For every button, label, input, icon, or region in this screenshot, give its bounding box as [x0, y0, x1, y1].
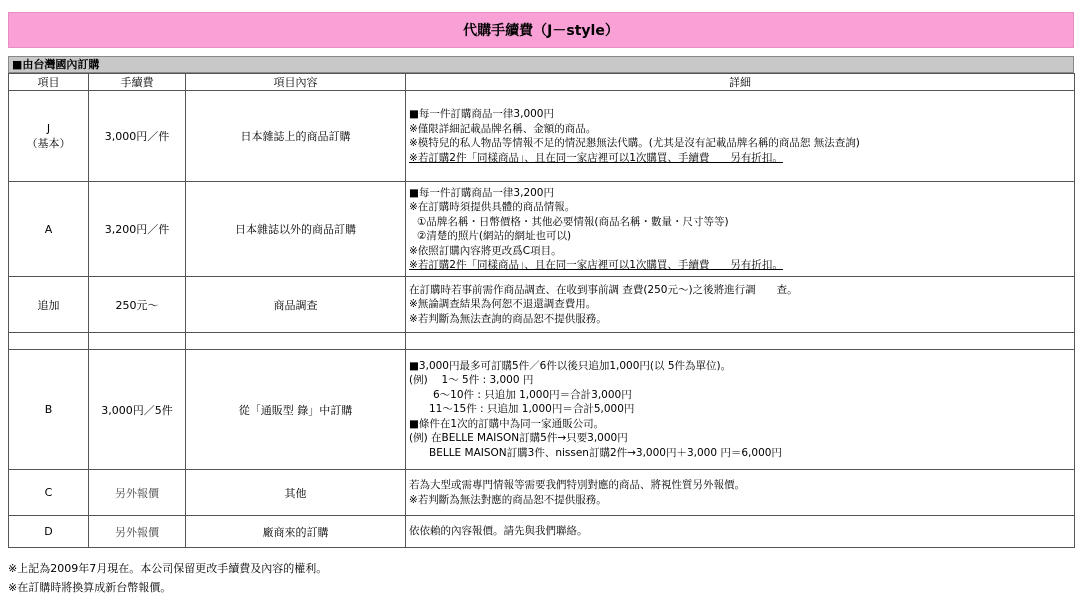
fee-cell: 250元～ [89, 277, 186, 333]
content-cell: 商品調查 [186, 277, 406, 333]
page-title: 代購手續費（J－style） [8, 12, 1074, 48]
item-cell: D [9, 516, 89, 548]
table-row [9, 91, 1075, 182]
table-header-row [9, 74, 1075, 91]
table-row [9, 350, 1075, 470]
detail-cell: 依依賴的內容報價。請先與我們聯絡。 [406, 516, 1075, 548]
footer-note: ※在訂購時將換算成新台幣報價。 [8, 581, 172, 594]
table-row [9, 516, 1075, 548]
header-item: 項目 [9, 74, 89, 91]
item-cell: 追加 [9, 277, 89, 333]
fee-cell: 3,000円／件 [89, 91, 186, 182]
fee-table [8, 73, 1075, 548]
header-fee: 手續費 [89, 74, 186, 91]
detail-cell: ■每一件訂購商品一律3,000円 ※僅限詳細記載品牌名稱、金額的商品。 ※模特兒的私人物品等情報不足的情況懇無法代購。(尤其是沒有記載品牌名稱的商品恕 無法查詢) ※若訂購2件「同樣商品」、且在同一家店裡可以1次購買、手續費 另有折扣。 [406, 91, 1075, 182]
fee-cell: 另外報價 [89, 470, 186, 516]
content-cell: 廠商來的訂購 [186, 516, 406, 548]
fee-cell: 另外報價 [89, 516, 186, 548]
content-cell: 其他 [186, 470, 406, 516]
content-cell: 日本雜誌以外的商品訂購 [186, 182, 406, 277]
section-header: ■由台灣國內訂購 [8, 56, 1074, 73]
header-content: 項目內容 [186, 74, 406, 91]
item-cell: A [9, 182, 89, 277]
item-cell: C [9, 470, 89, 516]
content-cell: 從「通販型 錄」中訂購 [186, 350, 406, 470]
header-detail: 詳細 [406, 74, 1075, 91]
table-row [9, 470, 1075, 516]
empty-row [9, 333, 1075, 350]
fee-cell: 3,200円／件 [89, 182, 186, 277]
table-row [9, 182, 1075, 277]
item-cell: B [9, 350, 89, 470]
item-cell: J （基本） [9, 91, 89, 182]
detail-cell: 若為大型或需專門情報等需要我們特別對應的商品、將視性質另外報價。 ※若判斷為無法對應的商品恕不提供服務。 [406, 470, 1075, 516]
table-row [9, 277, 1075, 333]
detail-cell: ■3,000円最多可訂購5件／6件以後只追加1,000円(以 5件為單位)。 (例) 1～ 5件 : 3,000 円 6～10件 : 只追加 1,000円＝合計3,000円 11～15件 : 只追加 1,000円＝合計5,000円 ■條件在1次的訂購中為同一家通販公司。 (例) 在BELLE MAISON訂購5件→只要3,000円 BELLE MAISON訂購3件、nissen訂購2件→3,000円＋3,000 円＝6,000円 [406, 350, 1075, 470]
footer-note: ※上記為2009年7月現在。本公司保留更改手續費及內容的權利。 [8, 562, 328, 575]
content-cell: 日本雜誌上的商品訂購 [186, 91, 406, 182]
detail-cell: ■每一件訂購商品一律3,200円 ※在訂購時須提供具體的商品情報。 ①品牌名稱・日幣價格・其他必要情報(商品名稱・數量・尺寸等等) ②清楚的照片(網站的網址也可以) ※依照訂購內容將更改爲C項目。 ※若訂購2件「同樣商品」、且在同一家店裡可以1次購買、手續費 另有折扣。 [406, 182, 1075, 277]
fee-cell: 3,000円／5件 [89, 350, 186, 470]
detail-cell: 在訂購時若事前需作商品調查、在收到事前調 查費(250元～)之後將進行調 查。 ※無論調查結果為何恕不退還調查費用。 ※若判斷為無法查詢的商品恕不提供服務。 [406, 277, 1075, 333]
